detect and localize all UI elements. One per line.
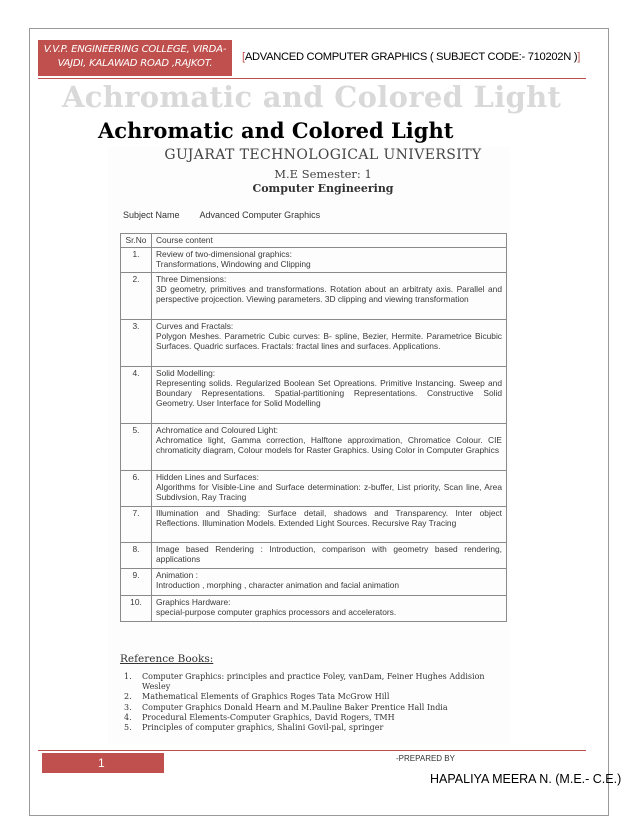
reference-text: Mathematical Elements of Graphics Roges Tata McGrow Hill xyxy=(142,692,390,702)
header-title-text: ADVANCED COMPUTER GRAPHICS ( SUBJECT CODE:- 710202N ) xyxy=(244,51,578,63)
reference-number: 4. xyxy=(124,712,132,722)
column-header-content: Course content xyxy=(152,234,507,248)
row-description: Introduction , morphing , character animation and facial animation xyxy=(156,580,400,590)
row-topic: Hidden Lines and Surfaces: xyxy=(156,472,259,482)
table-row xyxy=(121,596,507,622)
row-description: 3D geometry, primitives and transformations. Rotation about an arbitraty axis. Parallel and perspective projcection. Viewing parameters. 3D clipping and viewing transformation xyxy=(156,284,502,304)
row-topic: Achromatice and Coloured Light: xyxy=(156,425,278,435)
reference-text: Computer Graphics Donald Hearn and M.Pauline Baker Prentice Hall India xyxy=(142,702,448,712)
college-badge xyxy=(38,40,232,76)
table-row xyxy=(121,367,507,424)
reference-number: 2. xyxy=(124,692,132,702)
syllabus-table xyxy=(120,233,507,622)
page-number-badge: 1 xyxy=(42,753,164,773)
row-number: 8. xyxy=(121,543,152,569)
row-content xyxy=(152,507,507,543)
author-name: HAPALIYA MEERA N. (M.E.- C.E.) xyxy=(430,772,622,786)
row-number: 10. xyxy=(121,596,152,622)
footer-divider xyxy=(38,750,586,751)
header-bracket-open: [ xyxy=(242,51,245,63)
row-topic: Animation : xyxy=(156,570,198,580)
table-row xyxy=(121,248,507,273)
semester-label: M.E Semester: 1 xyxy=(274,167,372,181)
row-number: 3. xyxy=(121,320,152,367)
table-row xyxy=(121,424,507,471)
table-row xyxy=(121,471,507,507)
row-description: Polygon Meshes. Parametric Cubic curves: B- spline, Bezier, Hermite. Parametrice Bicubic Surfaces. Quadric surfaces. Fractals: fractal lines and surfaces. Applications. xyxy=(156,331,502,351)
row-topic: Solid Modelling: xyxy=(156,368,216,378)
row-content xyxy=(152,596,507,622)
row-content xyxy=(152,273,507,320)
header-title xyxy=(242,51,580,63)
table-row xyxy=(121,569,507,596)
list-item xyxy=(124,713,504,723)
syllabus-document xyxy=(108,147,510,744)
list-item xyxy=(124,672,504,692)
subject-value: Advanced Computer Graphics xyxy=(199,210,321,220)
references-title: Reference Books: xyxy=(120,653,214,665)
college-badge-line1: V.V.P. ENGINEERING COLLEGE, VIRDA- xyxy=(43,44,227,55)
row-description: special-purpose computer graphics processors and accelerators. xyxy=(156,607,397,617)
references-list xyxy=(124,672,504,733)
row-description: Achromatice light, Gamma correction, Halftone approximation, Chromatice Colour. CIE chromaticity diagram, Colour models for Raster Graphics. Using Color in Computer Graphics xyxy=(156,435,502,455)
table-row xyxy=(121,273,507,320)
row-number: 1. xyxy=(121,248,152,273)
page-title: Achromatic and Colored Light xyxy=(98,118,454,143)
row-description: Algorithms for Visible-Line and Surface determination: z-buffer, List priority, Scan line, Area Subdivsion, Ray Tracing xyxy=(156,482,502,502)
reference-number: 1. xyxy=(124,672,132,681)
row-content xyxy=(152,569,507,596)
row-content xyxy=(152,471,507,507)
reference-text: Computer Graphics: principles and practice Foley, vanDam, Feiner Hughes Addision Wesley xyxy=(142,672,485,692)
row-description: Transformations, Windowing and Clipping xyxy=(156,259,311,269)
reference-number: 3. xyxy=(124,702,132,712)
reference-number: 5. xyxy=(124,723,132,733)
row-content xyxy=(152,320,507,367)
header-bracket-close: ] xyxy=(577,51,581,63)
row-topic: Three Dimensions: xyxy=(156,274,227,284)
row-topic: Graphics Hardware: xyxy=(156,597,231,607)
branch-label: Computer Engineering xyxy=(252,182,394,195)
row-content xyxy=(152,543,507,569)
list-item xyxy=(124,692,504,702)
subject-row xyxy=(123,210,338,220)
row-number: 6. xyxy=(121,471,152,507)
row-number: 5. xyxy=(121,424,152,471)
row-number: 9. xyxy=(121,569,152,596)
row-topic: Illumination and Shading: Surface detail, shadows and Transparency. Inter object Reflections. Illumination Models. Extended Light Sources. Recursive Ray Tracing xyxy=(156,508,502,528)
column-header-srno: Sr.No xyxy=(121,234,152,248)
page-title-shadow: Achromatic and Colored Light xyxy=(62,80,562,114)
row-topic: Curves and Fractals: xyxy=(156,321,234,331)
table-header-row xyxy=(121,234,507,248)
header-divider xyxy=(38,78,586,79)
university-name: GUJARAT TECHNOLOGICAL UNIVERSITY xyxy=(164,147,482,163)
table-row xyxy=(121,507,507,543)
list-item xyxy=(124,723,504,733)
row-topic: Image based Rendering : Introduction, comparison with geometry based rendering, applications xyxy=(156,544,502,564)
row-content xyxy=(152,367,507,424)
table-row xyxy=(121,320,507,367)
row-description: Representing solids. Regularized Boolean Set Opreations. Primitive Instancing. Sweep and Boundary Representations. Spatial-partitioning Representations. Constructive Solid Geometry. User Interface for Solid Modelling xyxy=(156,378,502,408)
row-content xyxy=(152,248,507,273)
table-row xyxy=(121,543,507,569)
reference-text: Principles of computer graphics, Shalini Govil-pal, springer xyxy=(142,723,384,733)
prepared-by-label: -PREPARED BY xyxy=(396,754,455,763)
reference-text: Procedural Elements-Computer Graphics, David Rogers, TMH xyxy=(142,712,395,722)
row-topic: Review of two-dimensional graphics: xyxy=(156,249,292,259)
list-item xyxy=(124,703,504,713)
college-badge-line2: VAJDI, KALAWAD ROAD ,RAJKOT. xyxy=(57,58,213,69)
row-number: 7. xyxy=(121,507,152,543)
row-number: 4. xyxy=(121,367,152,424)
subject-label: Subject Name xyxy=(123,210,180,220)
row-content xyxy=(152,424,507,471)
row-number: 2. xyxy=(121,273,152,320)
